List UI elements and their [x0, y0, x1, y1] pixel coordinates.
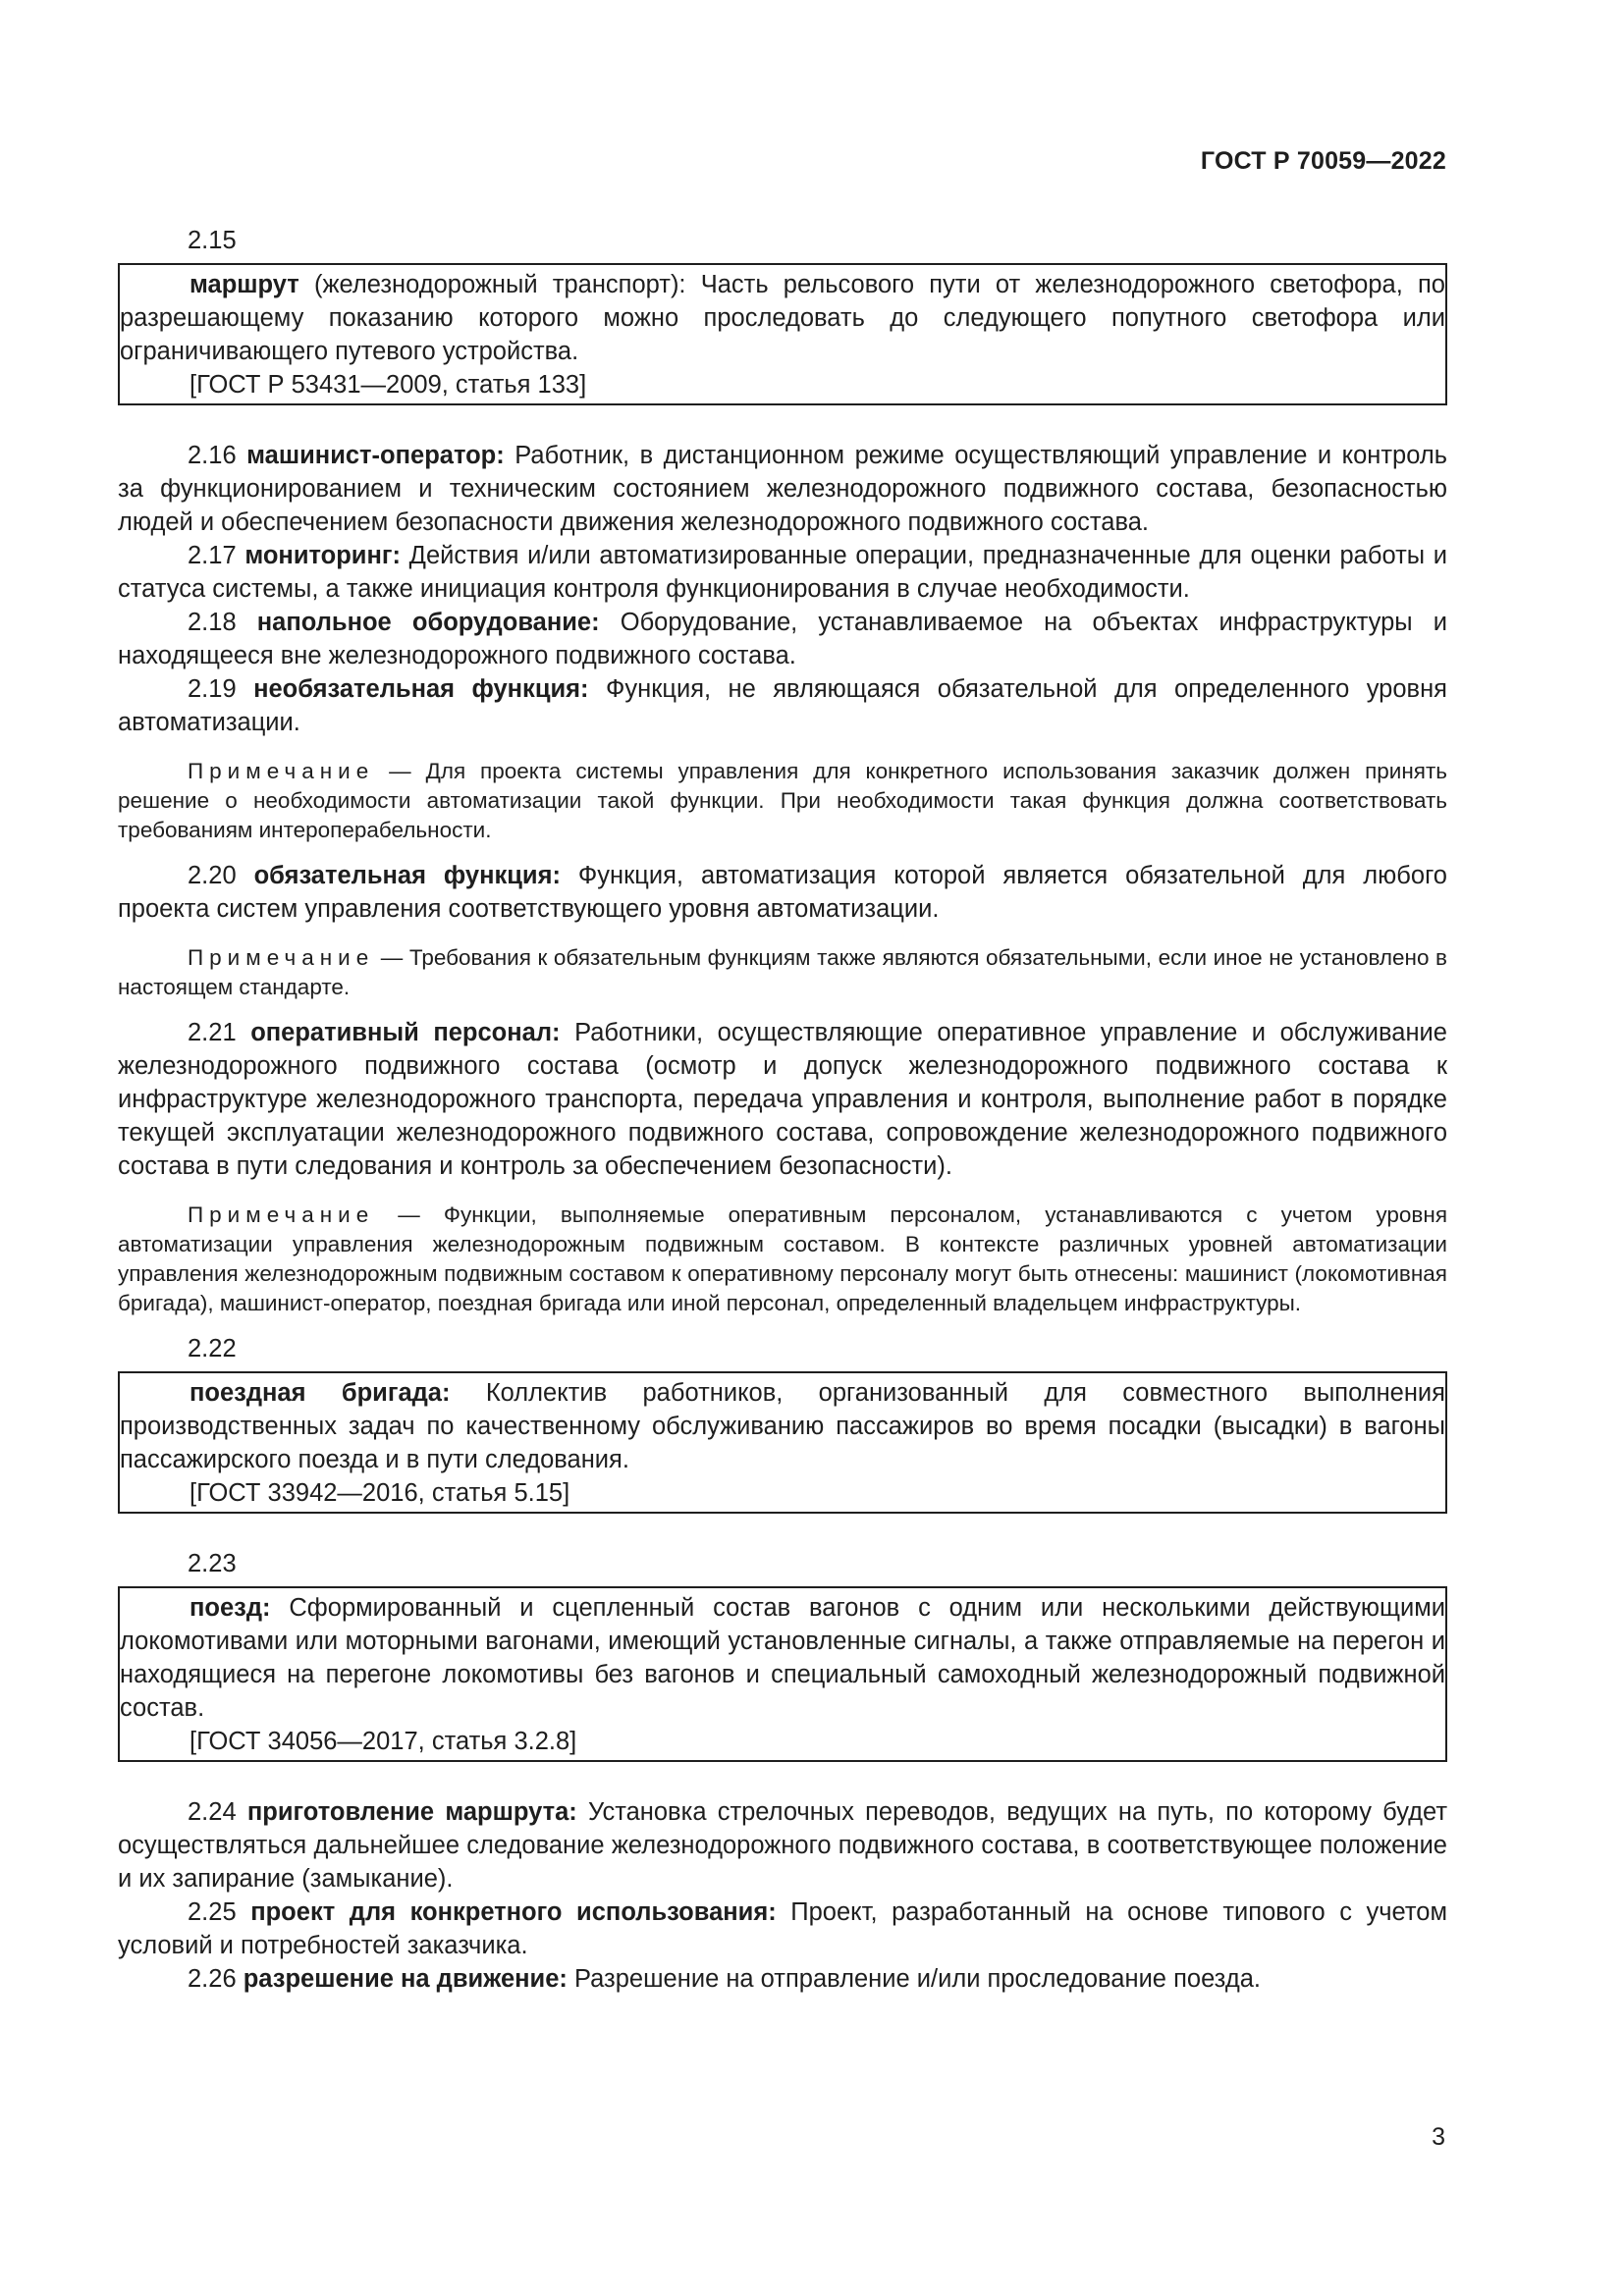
note-2-20	[118, 943, 1447, 1002]
term-2-24: приготовление маршрута:	[246, 1798, 577, 1826]
note-text-2-20: — Требования к обязательным функциям также являются обязательными, если иное не установлено в настоящем стандарте.	[118, 945, 1447, 999]
definition-2-23	[120, 1591, 1445, 1725]
source-reference-2-15: [ГОСТ Р 53431—2009, статья 133]	[189, 371, 587, 399]
term-2-21: оперативный персонал:	[250, 1019, 561, 1046]
definition-2-22	[120, 1376, 1445, 1476]
term-2-19: необязательная функция:	[253, 675, 589, 703]
definition-text-2-24: Установка стрелочных переводов, ведущих на путь, по которому будет осуществляться дальнейшее следование железнодорожного подвижного состава, в соответствующее положение и их запирание (замыкание).	[118, 1798, 1447, 1893]
note-2-21	[118, 1201, 1447, 1318]
definition-2-25	[118, 1896, 1447, 1962]
definition-text-2-23: Сформированный и сцепленный состав вагонов с одним или несколькими действующими локомотивами или моторными вагонами, имеющий установленные сигналы, а также отправляемые на перегон и находящиеся на перегоне локомотивы без вагонов и специальный самоходный железнодорожный подвижной состав.	[120, 1594, 1445, 1722]
definition-text-2-18: Оборудование, устанавливаемое на объектах инфраструктуры и находящееся вне железнодорожного подвижного состава.	[118, 609, 1447, 669]
quoted-definition-box-2-22	[118, 1371, 1447, 1514]
entry-number-2-22: 2.22	[188, 1335, 237, 1362]
entry-number-2-15: 2.15	[188, 227, 237, 254]
page-number: 3	[1432, 2123, 1445, 2151]
term-2-17: мониторинг:	[244, 542, 401, 569]
note-label-2-19: Примечание	[188, 759, 375, 783]
definition-2-20	[118, 859, 1447, 926]
definition-text-2-21: Работники, осуществляющие оперативное управление и обслуживание железнодорожного подвижного состава (осмотр и допуск железнодорожного подвижного состава к инфраструктуре железнодорожного транспорта, передача управления и контроля, выполнение работ в порядке текущей эксплуатации железнодорожного подвижного состава, сопровождение железнодорожного подвижного состава в пути следования и контроль за обеспечением безопасности).	[118, 1019, 1447, 1180]
definition-2-16	[118, 439, 1447, 539]
definition-text-2-26: Разрешение на отправление и/или проследование поезда.	[567, 1965, 1261, 1993]
term-2-26: разрешение на движение:	[243, 1965, 568, 1993]
entry-number-2-19: 2.19	[188, 675, 237, 703]
definition-2-17	[118, 539, 1447, 606]
term-2-16: машинист-оператор:	[246, 442, 505, 469]
definition-text-2-25: Проект, разработанный на основе типового с учетом условий и потребностей заказчика.	[118, 1898, 1447, 1959]
entry-number-2-17: 2.17	[188, 542, 237, 569]
definition-2-24	[118, 1795, 1447, 1896]
definition-text-2-20: Функция, автоматизация которой является обязательной для любого проекта систем управления соответствующего уровня автоматизации.	[118, 862, 1447, 923]
quoted-definition-box-2-23	[118, 1586, 1447, 1762]
term-2-20: обязательная функция:	[253, 862, 561, 889]
entry-number-2-16: 2.16	[188, 442, 237, 469]
term-2-22: поездная бригада:	[189, 1379, 451, 1407]
document-id-header: ГОСТ Р 70059—2022	[1200, 147, 1446, 175]
definition-2-19	[118, 672, 1447, 739]
source-reference-2-22: [ГОСТ 33942—2016, статья 5.15]	[189, 1479, 570, 1507]
term-2-25: проект для конкретного использования:	[250, 1898, 777, 1926]
note-text-2-19: — Для проекта системы управления для конкретного использования заказчик должен принять решение о необходимости автоматизации такой функции. При необходимости такая функция должна соответствовать требованиям интероперабельности.	[118, 759, 1447, 842]
entry-number-2-18: 2.18	[188, 609, 237, 636]
definition-2-21	[118, 1016, 1447, 1183]
note-2-19	[118, 757, 1447, 845]
document-body	[118, 224, 1447, 1996]
source-reference-2-23: [ГОСТ 34056—2017, статья 3.2.8]	[189, 1728, 577, 1755]
note-label-2-21: Примечание	[188, 1202, 375, 1227]
entry-number-2-26: 2.26	[188, 1965, 237, 1993]
definition-text-2-15: (железнодорожный транспорт): Часть рельсового пути от железнодорожного светофора, по разрешающему показанию которого можно проследовать до следующего попутного светофора или ограничивающего путевого устройства.	[120, 271, 1445, 365]
definition-text-2-22: Коллектив работников, организованный для совместного выполнения производственных задач по качественному обслуживанию пассажиров во время посадки (высадки) в вагоны пассажирского поезда и в пути следования.	[120, 1379, 1445, 1473]
definition-text-2-16: Работник, в дистанционном режиме осуществляющий управление и контроль за функционированием и техническим состоянием железнодорожного подвижного состава, безопасностью людей и обеспечением безопасности движения железнодорожного подвижного состава.	[118, 442, 1447, 536]
entry-number-2-21: 2.21	[188, 1019, 237, 1046]
definition-2-15	[120, 268, 1445, 368]
note-text-2-21: — Функции, выполняемые оперативным персоналом, устанавливаются с учетом уровня автоматизации управления железнодорожным подвижным составом. В контексте различных уровней автоматизации управления железнодорожным подвижным составом к оперативному персоналу могут быть отнесены: машинист (локомотивная бригада), машинист-оператор, поездная бригада или иной персонал, определенный владельцем инфраструктуры.	[118, 1202, 1447, 1315]
definition-text-2-19: Функция, не являющаяся обязательной для определенного уровня автоматизации.	[118, 675, 1447, 736]
entry-number-2-20: 2.20	[188, 862, 237, 889]
term-2-23: поезд:	[189, 1594, 271, 1622]
term-2-18: напольное оборудование:	[256, 609, 600, 636]
entry-number-2-24: 2.24	[188, 1798, 237, 1826]
entry-number-2-25: 2.25	[188, 1898, 237, 1926]
definition-text-2-17: Действия и/или автоматизированные операции, предназначенные для оценки работы и статуса системы, а также инициация контроля функционирования в случае необходимости.	[118, 542, 1447, 603]
entry-number-2-23: 2.23	[188, 1550, 237, 1577]
quoted-definition-box-2-15	[118, 263, 1447, 405]
definition-2-26	[118, 1962, 1447, 1996]
definition-2-18	[118, 606, 1447, 672]
term-2-15: маршрут	[189, 271, 299, 298]
note-label-2-20: Примечание	[188, 945, 375, 970]
